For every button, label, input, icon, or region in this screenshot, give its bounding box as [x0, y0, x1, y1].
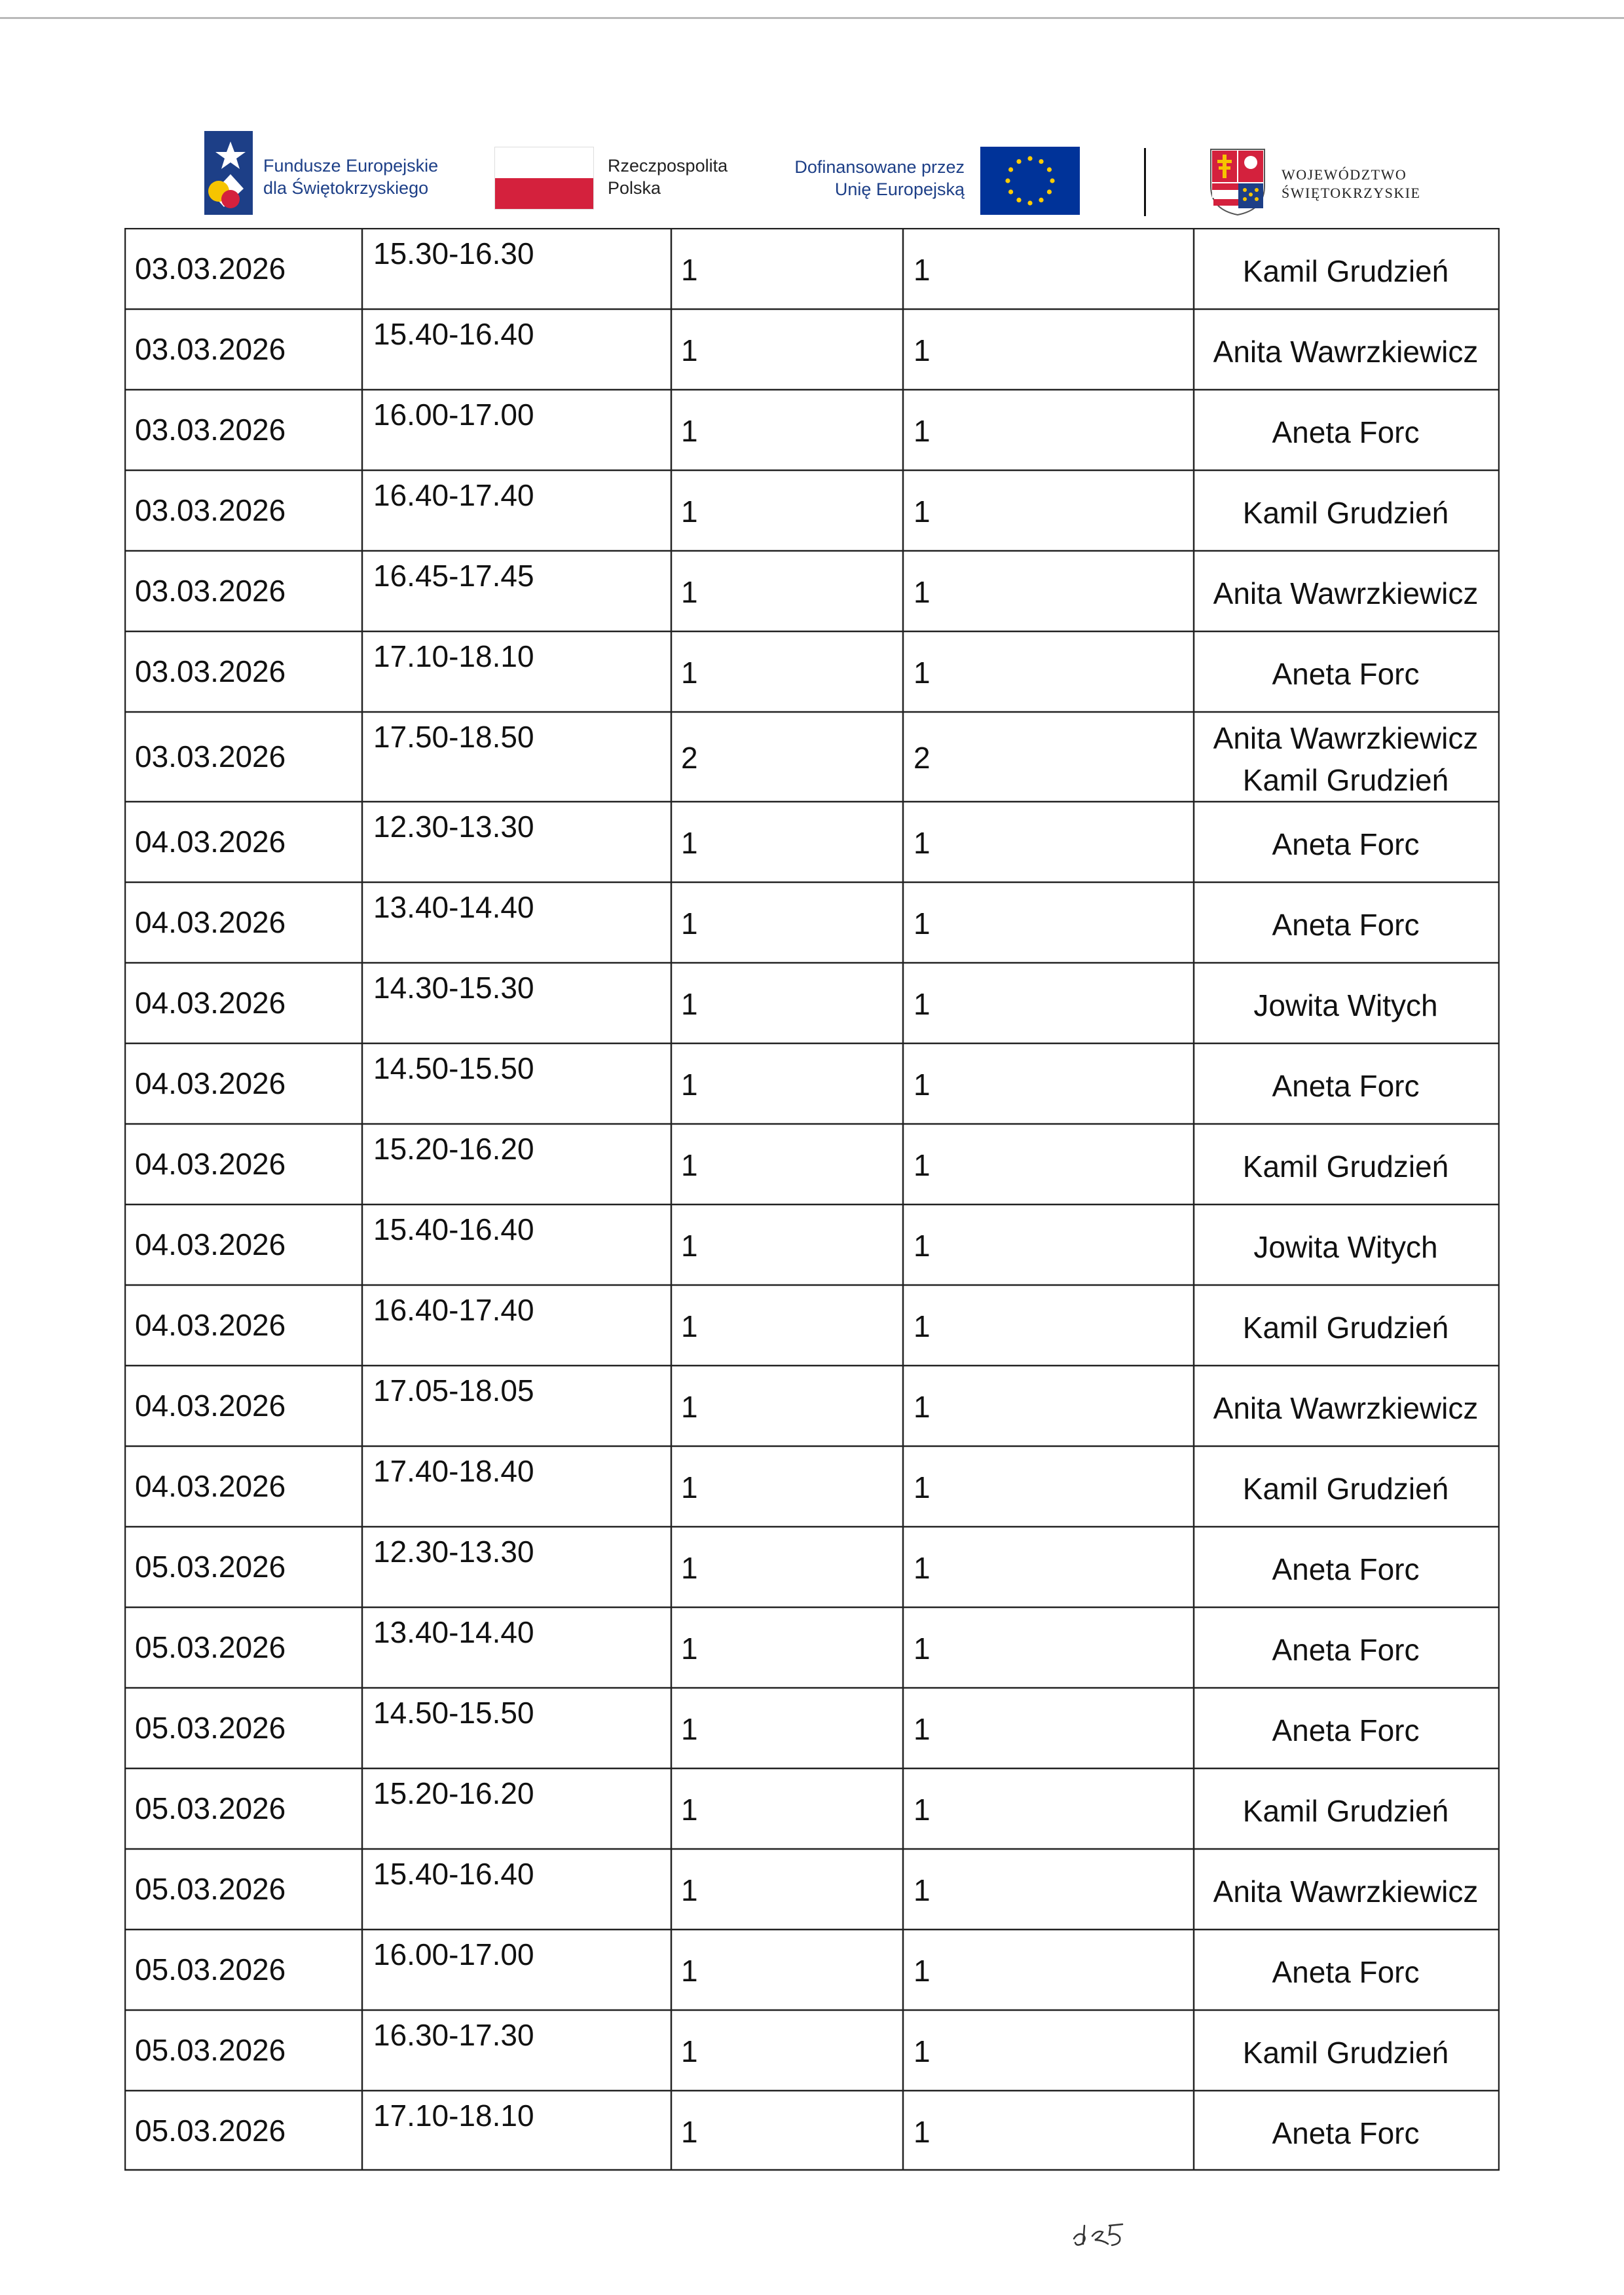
row-date: 04.03.2026	[135, 1389, 286, 1423]
row-person-name: Anita Wawrzkiewicz	[1213, 1875, 1479, 1909]
row-count-1: 1	[681, 1229, 698, 1263]
row-time: 17.05-18.05	[373, 1373, 534, 1408]
fundusze-line-2: dla Świętokrzyskiego	[263, 178, 429, 198]
row-time: 15.30-16.30	[373, 236, 534, 271]
row-person-name: Kamil Grudzień	[1242, 496, 1449, 530]
row-person-name: Aneta Forc	[1272, 415, 1420, 449]
row-count-2: 1	[913, 1712, 931, 1746]
row-date: 05.03.2026	[135, 1952, 286, 1987]
row-count-2: 1	[913, 1793, 931, 1827]
row-names	[1192, 1468, 1500, 1510]
row-time: 12.30-13.30	[373, 810, 534, 844]
table-row	[124, 1526, 1500, 1607]
table-row	[124, 711, 1500, 801]
row-date: 05.03.2026	[135, 1872, 286, 1906]
row-date: 03.03.2026	[135, 739, 286, 774]
row-count-2: 1	[913, 2034, 931, 2068]
table-row	[124, 308, 1500, 389]
row-count-1: 1	[681, 575, 698, 609]
row-time: 17.10-18.10	[373, 639, 534, 673]
row-names	[1192, 904, 1500, 946]
row-time: 16.45-17.45	[373, 559, 534, 593]
table-row	[124, 1284, 1500, 1365]
row-names	[1192, 1307, 1500, 1349]
row-time: 14.30-15.30	[373, 971, 534, 1005]
row-date: 05.03.2026	[135, 2114, 286, 2148]
table-row	[124, 2009, 1500, 2090]
row-names	[1192, 331, 1500, 373]
fundusze-line-1: Fundusze Europejskie	[263, 156, 439, 176]
row-date: 04.03.2026	[135, 986, 286, 1020]
logo-divider	[1144, 148, 1146, 216]
row-count-2: 1	[913, 1068, 931, 1102]
row-count-1: 1	[681, 494, 698, 529]
row-count-2: 1	[913, 1954, 931, 1988]
row-date: 04.03.2026	[135, 1308, 286, 1342]
row-count-2: 1	[913, 2115, 931, 2149]
row-date: 04.03.2026	[135, 1469, 286, 1503]
row-names	[1192, 2112, 1500, 2154]
row-date: 05.03.2026	[135, 1711, 286, 1745]
row-person-name: Aneta Forc	[1272, 657, 1420, 691]
row-time: 17.40-18.40	[373, 1454, 534, 1488]
row-count-1: 1	[681, 906, 698, 941]
table-row	[124, 2090, 1500, 2171]
row-person-name: Jowita Witych	[1253, 988, 1438, 1022]
row-count-1: 1	[681, 987, 698, 1021]
logo-bar	[0, 0, 1624, 223]
table-row	[124, 1123, 1500, 1204]
row-count-1: 1	[681, 826, 698, 860]
row-count-2: 1	[913, 906, 931, 941]
eu-flag-icon	[980, 147, 1080, 215]
table-row	[124, 1607, 1500, 1687]
table-row	[124, 228, 1500, 308]
row-count-1: 1	[681, 1873, 698, 1907]
table-row	[124, 631, 1500, 711]
handwritten-page-number	[1069, 2212, 1141, 2252]
row-person-name: Aneta Forc	[1272, 1713, 1420, 1747]
row-names	[1192, 1387, 1500, 1429]
row-date: 05.03.2026	[135, 2033, 286, 2067]
row-count-2: 1	[913, 1470, 931, 1504]
row-count-2: 1	[913, 253, 931, 287]
row-date: 05.03.2026	[135, 1550, 286, 1584]
row-date: 03.03.2026	[135, 654, 286, 688]
row-person-name: Aneta Forc	[1272, 1633, 1420, 1667]
row-count-1: 1	[681, 2034, 698, 2068]
row-count-2: 1	[913, 333, 931, 367]
row-person-name: Aneta Forc	[1272, 1955, 1420, 1989]
row-person-name: Kamil Grudzień	[1242, 254, 1449, 288]
table-row	[124, 1768, 1500, 1848]
row-date: 03.03.2026	[135, 252, 286, 286]
row-count-2: 1	[913, 1551, 931, 1585]
row-count-1: 1	[681, 1148, 698, 1182]
wojewodztwo-text	[1282, 166, 1420, 202]
woj-line-1: WOJEWÓDZTWO	[1282, 166, 1407, 183]
row-count-2: 1	[913, 414, 931, 448]
table-row	[124, 1848, 1500, 1929]
rp-line-1: Rzeczpospolita	[608, 156, 728, 176]
row-person-name: Aneta Forc	[1272, 827, 1420, 861]
poland-flag-icon	[494, 147, 594, 210]
row-time: 14.50-15.50	[373, 1051, 534, 1085]
row-count-2: 1	[913, 575, 931, 609]
table-row	[124, 1043, 1500, 1123]
row-person-name: Jowita Witych	[1253, 1230, 1438, 1264]
row-names	[1192, 1629, 1500, 1671]
row-names	[1192, 1790, 1500, 1832]
row-time: 16.00-17.00	[373, 398, 534, 432]
row-names	[1192, 653, 1500, 695]
row-person-name: Anita Wawrzkiewicz	[1213, 576, 1479, 610]
row-time: 15.40-16.40	[373, 1857, 534, 1891]
row-person-name: Anita Wawrzkiewicz	[1213, 721, 1479, 755]
row-names	[1192, 492, 1500, 534]
row-person-name: Kamil Grudzień	[1242, 1311, 1449, 1345]
table-row	[124, 389, 1500, 470]
row-person-name: Kamil Grudzień	[1242, 2036, 1449, 2070]
row-date: 03.03.2026	[135, 493, 286, 527]
row-count-1: 2	[681, 741, 698, 775]
row-names	[1192, 984, 1500, 1026]
wojewodztwo-crest-icon	[1208, 147, 1267, 216]
row-names	[1192, 1065, 1500, 1107]
row-count-1: 1	[681, 1390, 698, 1424]
row-count-1: 1	[681, 1954, 698, 1988]
table-row	[124, 550, 1500, 631]
row-count-2: 1	[913, 656, 931, 690]
row-names	[1192, 411, 1500, 453]
row-person-name: Aneta Forc	[1272, 1552, 1420, 1586]
row-time: 16.00-17.00	[373, 1937, 534, 1971]
row-count-2: 1	[913, 1148, 931, 1182]
row-count-1: 1	[681, 2115, 698, 2149]
row-date: 04.03.2026	[135, 1066, 286, 1100]
row-person-name: Kamil Grudzień	[1242, 1794, 1449, 1828]
row-person-name: Kamil Grudzień	[1242, 1149, 1449, 1184]
row-count-1: 1	[681, 1068, 698, 1102]
row-time: 12.30-13.30	[373, 1535, 534, 1569]
row-time: 13.40-14.40	[373, 1615, 534, 1649]
woj-line-2: ŚWIĘTOKRZYSKIE	[1282, 185, 1421, 201]
dof-line-1: Dofinansowane przez	[794, 157, 965, 177]
row-count-1: 1	[681, 1551, 698, 1585]
row-time: 16.40-17.40	[373, 1293, 534, 1327]
row-date: 05.03.2026	[135, 1630, 286, 1664]
row-count-1: 1	[681, 333, 698, 367]
row-date: 04.03.2026	[135, 905, 286, 939]
row-time: 15.40-16.40	[373, 317, 534, 351]
row-person-name: Aneta Forc	[1272, 2116, 1420, 2150]
table-row	[124, 882, 1500, 962]
rzeczpospolita-text	[608, 155, 728, 199]
row-count-1: 1	[681, 656, 698, 690]
table-row	[124, 801, 1500, 882]
row-names	[1192, 1871, 1500, 1912]
row-names	[1192, 1709, 1500, 1751]
table-row	[124, 1365, 1500, 1446]
row-count-2: 1	[913, 1873, 931, 1907]
row-time: 15.20-16.20	[373, 1776, 534, 1810]
table-row	[124, 1446, 1500, 1526]
row-count-2: 1	[913, 1229, 931, 1263]
schedule-table	[124, 228, 1500, 2171]
row-count-2: 1	[913, 987, 931, 1021]
row-names	[1192, 2032, 1500, 2074]
row-names	[1192, 1951, 1500, 1993]
row-date: 04.03.2026	[135, 1147, 286, 1181]
row-count-1: 1	[681, 1793, 698, 1827]
row-time: 16.30-17.30	[373, 2018, 534, 2052]
row-count-1: 1	[681, 253, 698, 287]
row-count-2: 1	[913, 826, 931, 860]
table-row	[124, 470, 1500, 550]
row-names	[1192, 717, 1500, 801]
table-row	[124, 1929, 1500, 2009]
dofinansowane-text	[765, 156, 965, 200]
row-count-2: 2	[913, 741, 931, 775]
row-names	[1192, 1226, 1500, 1268]
table-row	[124, 1204, 1500, 1284]
row-person-name: Anita Wawrzkiewicz	[1213, 335, 1479, 369]
row-person-name: Kamil Grudzień	[1242, 1472, 1449, 1506]
fundusze-europejskie-text	[263, 155, 438, 199]
row-date: 04.03.2026	[135, 1227, 286, 1261]
row-date: 05.03.2026	[135, 1791, 286, 1825]
row-count-2: 1	[913, 1309, 931, 1343]
dof-line-2: Unię Europejską	[834, 179, 965, 199]
row-time: 17.50-18.50	[373, 720, 534, 754]
rp-line-2: Polska	[608, 178, 661, 198]
row-names	[1192, 823, 1500, 865]
row-names	[1192, 250, 1500, 292]
row-count-1: 1	[681, 414, 698, 448]
fundusze-europejskie-logo-icon	[204, 131, 253, 215]
row-person-name: Aneta Forc	[1272, 1069, 1420, 1103]
row-date: 03.03.2026	[135, 574, 286, 608]
row-time: 17.10-18.10	[373, 2099, 534, 2133]
row-count-1: 1	[681, 1470, 698, 1504]
row-count-2: 1	[913, 1390, 931, 1424]
row-count-1: 1	[681, 1632, 698, 1666]
row-names	[1192, 572, 1500, 614]
row-date: 04.03.2026	[135, 825, 286, 859]
row-count-2: 1	[913, 494, 931, 529]
row-count-2: 1	[913, 1632, 931, 1666]
row-count-1: 1	[681, 1712, 698, 1746]
row-date: 03.03.2026	[135, 413, 286, 447]
table-row	[124, 1687, 1500, 1768]
row-names	[1192, 1146, 1500, 1187]
row-count-1: 1	[681, 1309, 698, 1343]
row-time: 15.40-16.40	[373, 1212, 534, 1246]
row-person-name: Aneta Forc	[1272, 908, 1420, 942]
row-person-name: Anita Wawrzkiewicz	[1213, 1391, 1479, 1425]
row-time: 15.20-16.20	[373, 1132, 534, 1166]
row-time: 14.50-15.50	[373, 1696, 534, 1730]
row-time: 16.40-17.40	[373, 478, 534, 512]
table-row	[124, 962, 1500, 1043]
row-names	[1192, 1548, 1500, 1590]
row-person-name: Kamil Grudzień	[1242, 763, 1449, 797]
row-time: 13.40-14.40	[373, 890, 534, 924]
row-date: 03.03.2026	[135, 332, 286, 366]
